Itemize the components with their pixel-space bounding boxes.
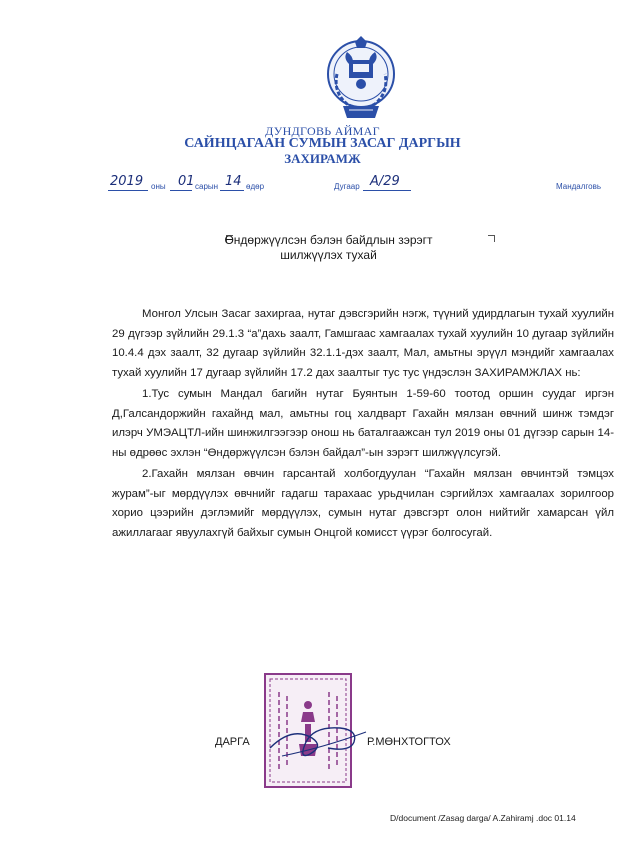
signatory-name: Р.МӨНХТОГТОХ [367, 736, 451, 748]
handwritten-signature [262, 708, 372, 768]
month-label: сарын [195, 182, 219, 191]
paragraph-preamble: Монгол Улсын Засаг захиргаа, нутаг дэвсгэрийн нэгж, түүний удирдлагын тухай хуулийн 29 дүгээр зүйлийн 29.1.3 “а”дахь заалт, Гамшгаас хамгаалах тухай хуулийн 10 дугаар зүйлийн 10.4.4 дэх заалт, 32 дугаар зүйлийн 32.1.1-дэх заалт, Мал, амьтны эрүүл мэндийг хамгаалах тухай хуулийн 17 дугаар зүйлийн 17.2 дах заалтыг тус тус үндэслэн ЗАХИРАМЖЛАХ нь: [112, 308, 614, 379]
date-year: 2019 [110, 174, 144, 189]
date-day: 14 [225, 174, 242, 189]
document-title: САЙНЦАГААН СУМЫН ЗАСАГ ДАРГЫН [184, 136, 461, 151]
year-label: оны [151, 182, 166, 191]
paragraph-item-2: 2.Гахайн мялзан өвчин гарсантай холбогдуулан “Гахайн мялзан өвчинтэй тэмцэх журам”-ыг мөрдүүлэх өвчнийг гадагш тарахаас урьдчилан сэргийлэх хамгаалах зорилгоор хорио цээрийн дэглэмийг мөрдүүлэх, сумын нутаг дэвсгэрт олон нийтийг хамарсан үйл ажиллагааг явуулахгүй байхыг сумын Онцгой комисст үүрэг болгосугай. [112, 468, 614, 539]
day-label: өдөр [246, 182, 265, 191]
signatory-title: ДАРГА [215, 736, 250, 748]
date-month: 01 [178, 174, 195, 189]
number-label: Дугаар [334, 182, 360, 191]
date-number-line [108, 174, 608, 196]
subject-line-1: Өндөржүүлсэн бэлэн байдлын зэрэгт [224, 233, 433, 247]
paragraph-item-1: 1.Тус сумын Мандал багийн нутаг Буянтын 1-59-60 тоотод оршин суудаг иргэн Д,Галсандоржийн гахайнд мал, амьтны гоц халдварт Гахайн мялзан өвчний шинж тэмдэг илэрч УМЭАЦТЛ-ийн шинжилгээгээр онош нь баталгаажсан тул 2019 оны 01 дүгээр сарын 14-ны өдрөөс эхлэн “Өндөржүүлсэн бэлэн байдал”-ын зэрэгт шилжүүлсугэй. [112, 388, 614, 459]
subject-line-2: шилжүүлэх тухай [280, 248, 377, 262]
state-emblem-icon [325, 34, 397, 122]
file-path-footer: D/document /Zasag darga/ A.Zahiramj .doc 01.14 [390, 813, 576, 823]
document-type: ЗАХИРАМЖ [284, 151, 361, 166]
document-body [112, 305, 614, 545]
place-label: Мандалговь [556, 182, 602, 191]
document-number: А/29 [370, 174, 400, 189]
aimag-name: ДУНДГОВЬ АЙМАГ [265, 124, 380, 138]
